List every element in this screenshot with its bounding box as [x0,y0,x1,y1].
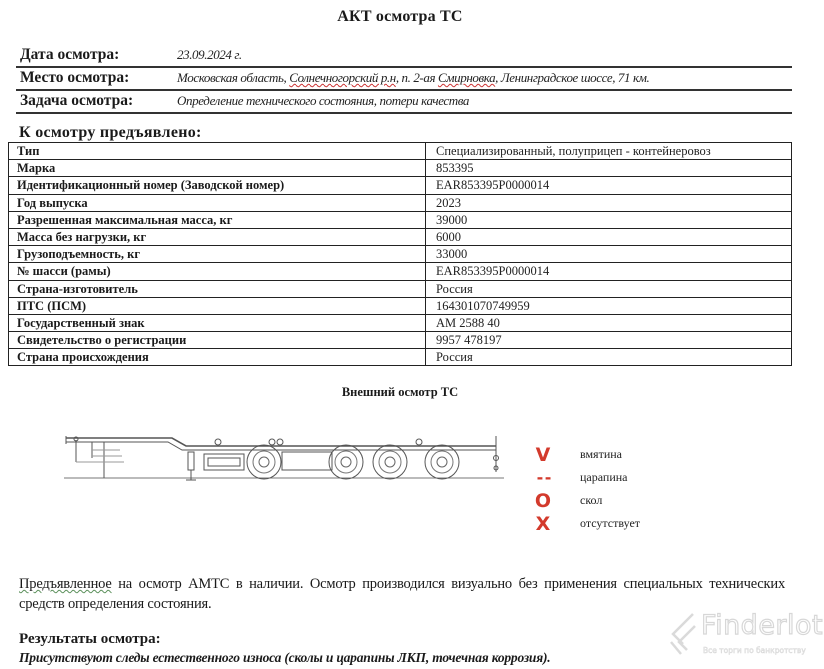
inspection-date-value: 23.09.2024 г. [177,47,242,62]
spec-value: 6000 [426,228,792,245]
spec-key: Грузоподъемность, кг [9,246,426,263]
presented-section-title: К осмотру предъявлено: [19,124,202,141]
spec-value: EAR853395P0000014 [426,263,792,280]
watermark-tagline: Все торги по банкротству [703,646,806,655]
results-title: Результаты осмотра: [19,631,161,647]
spec-key: Страна-изготовитель [9,280,426,297]
wheel-shape [335,451,357,473]
finderlot-watermark [667,610,824,662]
spec-row [9,211,792,228]
spec-key: Масса без нагрузки, кг [9,228,426,245]
place-part-village: Смирновка [437,70,496,85]
spec-row [9,228,792,245]
legend-label: скол [580,493,603,507]
document-title: АКТ осмотра ТС [337,8,463,25]
legend-item-scratch [533,467,693,489]
spec-value: EAR853395P0000014 [426,177,792,194]
wheel-shape [253,451,275,473]
inspection-task-label: Задача осмотра: [20,92,134,109]
legend-item-missing [533,513,693,535]
spec-row [9,280,792,297]
place-part: , п. 2-ая [395,70,438,85]
scratch-mark-icon: - - [536,468,550,487]
spec-row [9,332,792,349]
spec-row [9,160,792,177]
spec-row [9,143,792,160]
dent-mark-icon: V [535,444,551,466]
inspection-place-value [177,70,649,86]
spec-key: Страна происхождения [9,349,426,366]
spec-key: ПТС (ПСМ) [9,297,426,314]
spec-value: 9957 478197 [426,332,792,349]
spec-row [9,263,792,280]
finderlot-logo-icon [667,612,699,658]
wheel-shape [379,451,401,473]
spec-value: 33000 [426,246,792,263]
spec-key: Разрешенная максимальная масса, кг [9,211,426,228]
legend-item-chip [533,490,693,512]
spec-value: 164301070749959 [426,297,792,314]
spec-key: Идентификационный номер (Заводской номер) [9,177,426,194]
chip-mark-icon: O [534,490,552,512]
spec-value: Россия [426,349,792,366]
inspection-place-row [16,69,792,91]
spec-row [9,194,792,211]
inspection-date-row [16,46,792,68]
inspection-task-row [16,92,792,114]
legend-item-dent [533,444,693,466]
inspection-note-paragraph [19,574,785,614]
place-part: , Ленинградское шоссе, 71 км. [495,70,650,85]
vehicle-spec-table [8,142,792,366]
wheel-shape [437,457,447,467]
watermark-brand: Finderlot [701,610,824,641]
inspection-task-value: Определение технического состояния, потери качества [177,93,470,108]
wheel-shape [259,457,269,467]
spec-key: № шасси (рамы) [9,263,426,280]
spec-row [9,314,792,331]
spec-key: Свидетельство о регистрации [9,332,426,349]
spec-key: Государственный знак [9,314,426,331]
external-inspection-title: Внешний осмотр ТС [341,385,459,399]
semi-trailer-diagram [64,432,520,494]
spec-key: Марка [9,160,426,177]
spec-key: Год выпуска [9,194,426,211]
results-text: Присутствуют следы естественного износа (сколы и царапины ЛКП, точечная коррозия). [19,650,551,665]
spec-value: Россия [426,280,792,297]
spec-value: 2023 [426,194,792,211]
spec-value: АМ 2588 40 [426,314,792,331]
inspection-date-label: Дата осмотра: [20,46,120,63]
missing-mark-icon: X [535,513,551,535]
spec-value: 39000 [426,211,792,228]
spec-row [9,246,792,263]
spec-row [9,177,792,194]
inspection-place-label: Место осмотра: [20,69,130,86]
spec-row [9,349,792,366]
wheel-shape [385,457,395,467]
spec-key: Тип [9,143,426,160]
note-first-word: Предъявленное [19,576,112,592]
spec-row [9,297,792,314]
spec-value: 853395 [426,160,792,177]
place-part: Московская область, [177,70,290,85]
legend-label: вмятина [580,447,622,461]
place-part-district: Солнечногорский р.н [289,70,396,85]
note-text: на осмотр АМТС в наличии. Осмотр производился визуально без применения специальных технических средств определения состояния. [19,576,785,612]
legend-label: царапина [580,470,628,484]
wheel-shape [431,451,453,473]
legend-label: отсутствует [580,516,641,530]
wheel-shape [341,457,351,467]
spec-value: Специализированный, полуприцеп - контейнеровоз [426,143,792,160]
